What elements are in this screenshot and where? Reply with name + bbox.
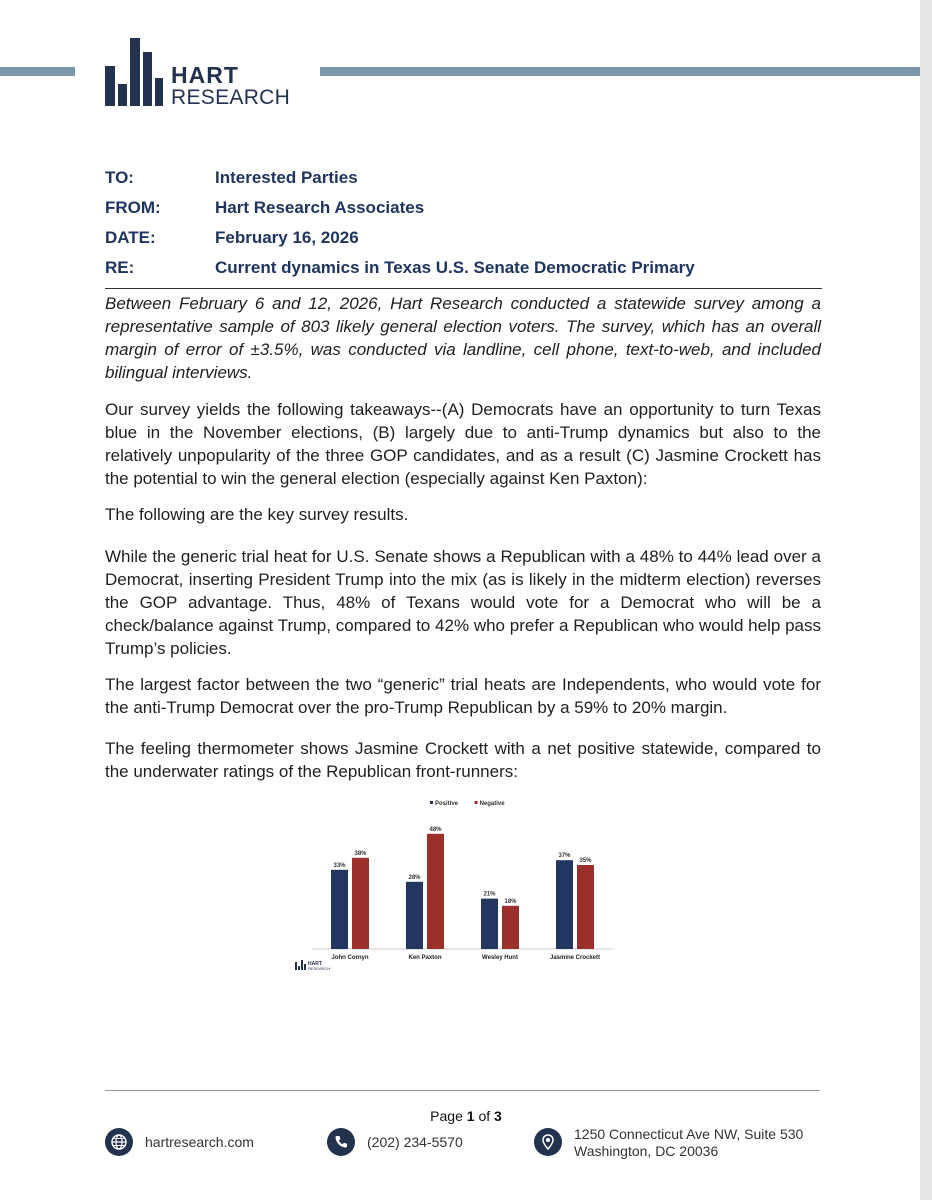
legend-swatch-positive bbox=[430, 801, 433, 804]
category-label: John Cornyn bbox=[331, 955, 369, 961]
takeaways-paragraph: Our survey yields the following takeaways--(A) Democrats have an opportunity to turn Texas blue in the November elections, (B) largely due to anti-Trump dynamics but also to the relatively unpopularity of the three GOP candidates, and as a result (C) Jasmine Crockett has the potential to win the general election (especially against Ken Paxton): bbox=[105, 400, 821, 488]
footer-divider bbox=[105, 1090, 820, 1091]
phone-icon bbox=[327, 1128, 355, 1156]
data-label-negative: 48% bbox=[429, 826, 442, 833]
memo-to-value: Interested Parties bbox=[215, 168, 358, 187]
chart-logo-bar bbox=[304, 964, 306, 970]
data-label-positive: 28% bbox=[408, 874, 421, 881]
favorability-chart bbox=[290, 790, 620, 980]
page-total: 3 bbox=[494, 1108, 502, 1124]
independents-paragraph: The largest factor between the two “generic” trial heats are Independents, who would vote for the anti-Trump Democrat over the pro-Trump Republican by a 59% to 20% margin. bbox=[105, 675, 821, 717]
memo-to-label: TO: bbox=[105, 168, 134, 187]
footer-address bbox=[534, 1126, 834, 1160]
category-label: Wesley Hunt bbox=[482, 955, 518, 961]
data-label-negative: 38% bbox=[354, 850, 367, 857]
legend-label-negative: Negative bbox=[479, 801, 505, 807]
page-current: 1 bbox=[466, 1108, 475, 1124]
memo-divider bbox=[105, 288, 822, 289]
data-label-positive: 33% bbox=[333, 862, 346, 869]
favorability-chart-svg bbox=[290, 790, 620, 980]
category-label: Ken Paxton bbox=[408, 955, 442, 961]
website-text: hartresearch.com bbox=[145, 1134, 254, 1150]
bar-negative bbox=[427, 834, 444, 949]
bar-positive bbox=[331, 870, 348, 949]
category-label: Jasmine Crockett bbox=[549, 955, 601, 961]
generic-trial-paragraph: While the generic trial heat for U.S. Senate shows a Republican with a 48% to 44% lead over a Democrat, inserting President Trump into the mix (as is likely in the midterm election) reverses the GOP advantage. Thus, 48% of Texans would vote for a Democrat who will be a check/balance against Trump, compared to 42% who prefer a Republican who would help pass Trump’s policies. bbox=[105, 547, 821, 658]
bar-positive bbox=[406, 882, 423, 949]
address-line-1: 1250 Connecticut Ave NW, Suite 530 bbox=[574, 1126, 804, 1142]
memo-re-value: Current dynamics in Texas U.S. Senate Democratic Primary bbox=[215, 258, 695, 277]
memo-date-label: DATE: bbox=[105, 228, 156, 247]
bar-positive bbox=[481, 899, 498, 949]
memo-date-value: February 16, 2026 bbox=[215, 228, 359, 247]
bar-negative bbox=[352, 858, 369, 949]
data-label-negative: 35% bbox=[579, 858, 592, 864]
globe-icon bbox=[105, 1128, 133, 1156]
data-label-negative: 18% bbox=[504, 898, 517, 905]
page-number bbox=[0, 1108, 932, 1124]
chart-logo-bar bbox=[301, 960, 303, 970]
data-label-positive: 21% bbox=[483, 891, 496, 898]
chart-logo-bar bbox=[295, 962, 297, 970]
chart-logo-hart: HART bbox=[308, 961, 322, 967]
address-line-2: Washington, DC 20036 bbox=[574, 1143, 719, 1159]
chart-logo-research: RESEARCH bbox=[308, 966, 331, 971]
legend-label-positive: Positive bbox=[435, 801, 459, 807]
logo-bars-icon bbox=[105, 38, 163, 106]
data-label-positive: 37% bbox=[558, 853, 571, 860]
footer-website[interactable] bbox=[105, 1126, 305, 1160]
page-prefix: Page bbox=[430, 1108, 467, 1124]
hart-research-logo bbox=[105, 38, 305, 110]
logo-hart-text: HART bbox=[171, 62, 239, 88]
bar-negative bbox=[577, 865, 594, 949]
bar-positive bbox=[556, 860, 573, 949]
location-pin-icon bbox=[534, 1128, 562, 1156]
memo-from-value: Hart Research Associates bbox=[215, 198, 425, 217]
intro-paragraph: Between February 6 and 12, 2026, Hart Research conducted a statewide survey among a representative sample of 803 likely general election voters. The survey, which has an overall margin of error of ±3.5%, was conducted via landline, cell phone, text-to-web, and included bilingual interviews. bbox=[105, 294, 821, 382]
key-results-paragraph: The following are the key survey results. bbox=[105, 505, 409, 524]
bar-negative bbox=[502, 906, 519, 949]
footer-phone[interactable] bbox=[327, 1126, 507, 1160]
chart-logo-bar bbox=[298, 966, 300, 970]
header-accent-bar-left bbox=[0, 67, 75, 76]
logo-research-text: RESEARCH bbox=[171, 86, 291, 109]
header-accent-bar-right bbox=[320, 67, 920, 76]
address-text bbox=[574, 1126, 803, 1160]
page-of: of bbox=[474, 1108, 495, 1124]
thermometer-paragraph: The feeling thermometer shows Jasmine Crockett with a net positive statewide, compared to the underwater ratings of the Republican front-runners: bbox=[105, 739, 821, 781]
legend-swatch-negative bbox=[475, 801, 478, 804]
page-edge-shadow bbox=[920, 0, 932, 1200]
memo-re-label: RE: bbox=[105, 258, 135, 277]
phone-text: (202) 234-5570 bbox=[367, 1134, 463, 1150]
memo-from-label: FROM: bbox=[105, 198, 161, 217]
